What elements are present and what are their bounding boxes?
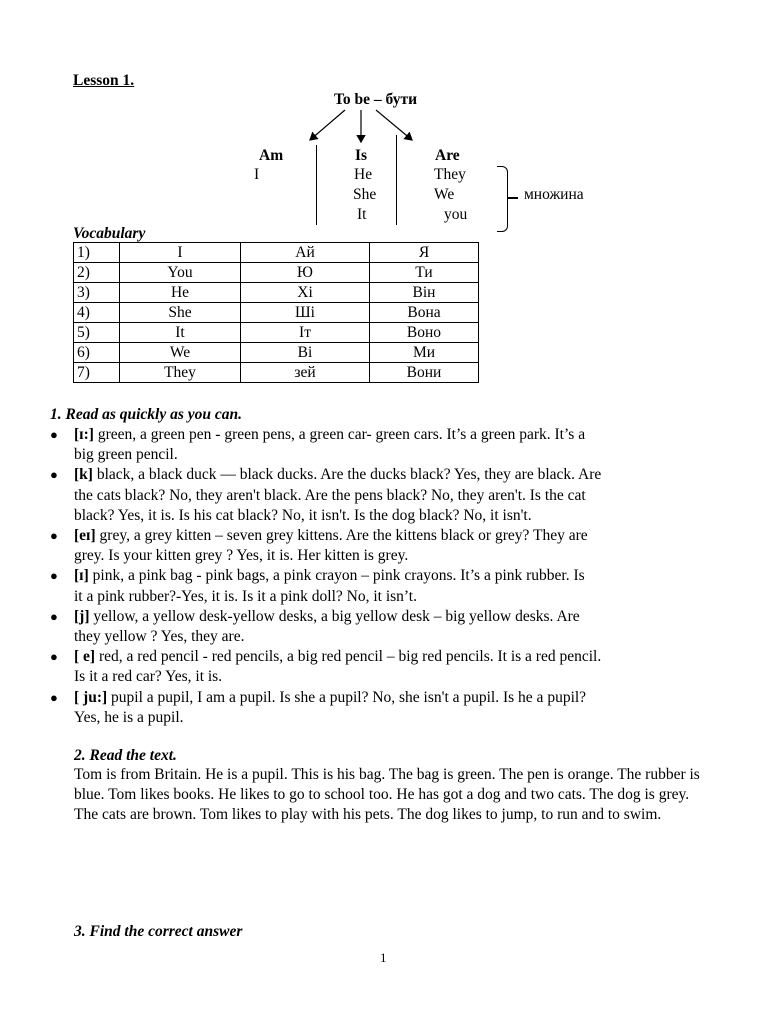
bullet-icon: ● <box>50 528 58 544</box>
ex1-sound: [ ju:] <box>74 688 108 706</box>
vocab-transcription: Іт <box>241 323 370 343</box>
vocab-row <box>74 323 479 343</box>
col-am-item: I <box>254 166 260 183</box>
vocab-number: 2) <box>74 263 120 283</box>
vocab-ukrainian: Вони <box>370 363 479 383</box>
vocab-ukrainian: Вона <box>370 303 479 323</box>
ex1-text: green, a green pen - green pens, a green car- green cars. It’s a green park. It’s a big green pencil. <box>74 426 586 464</box>
vocab-transcription: Ші <box>241 303 370 323</box>
vocab-row <box>74 263 479 283</box>
bullet-icon: ● <box>50 427 58 442</box>
vocab-transcription: Ві <box>241 343 370 363</box>
plural-brace <box>497 166 508 232</box>
ex3-title: 3. Find the correct answer <box>74 923 243 940</box>
vocab-row <box>74 343 479 363</box>
vocab-row <box>74 363 479 383</box>
col-are-head: Are <box>435 147 460 164</box>
col-is-item: She <box>353 186 377 203</box>
col-am-head: Am <box>259 147 284 164</box>
col-is-head: Is <box>355 147 368 164</box>
ex2-text: Tom is from Britain. He is a pupil. This is his bag. The bag is green. The pen is orange. The rubber is blue. Tom likes books. He likes to go to school too. He has got a dog and two cats. The dog is grey. The cats are brown. Tom likes to play with his pets. The dog likes to jump, to run and to swim. <box>74 766 700 823</box>
ex1-item <box>48 526 708 566</box>
ex1-sound: [ e] <box>74 648 96 666</box>
tobe-arrows <box>300 106 430 150</box>
ex1-text: grey, a grey kitten – seven grey kittens. Are the kittens black or grey? They are grey. Is your kitten grey ? Yes, it is. Her kitten is grey. <box>74 527 588 565</box>
bullet-icon: ● <box>50 608 58 624</box>
ex1-item <box>48 566 708 606</box>
vocab-number: 7) <box>74 363 120 383</box>
plural-label: множина <box>524 186 584 203</box>
ex1-item <box>48 425 708 465</box>
vocab-english: We <box>120 343 241 363</box>
ex2-title: 2. Read the text. <box>74 747 177 764</box>
vocab-transcription: Ю <box>241 263 370 283</box>
ex1-item <box>48 607 708 647</box>
vocab-ukrainian: Він <box>370 283 479 303</box>
vocab-number: 6) <box>74 343 120 363</box>
bullet-icon: ● <box>50 568 58 584</box>
arrow-am <box>310 110 345 140</box>
vocab-english: She <box>120 303 241 323</box>
ex1-text: black, a black duck — black ducks. Are the ducks black? Yes, they are black. Are the cats black? No, they aren't black. Are the pens black? No, they aren't. Is the cat black? Yes, it is. Is his cat black? No, it isn't. Is the dog black? No, it isn't. <box>74 466 602 524</box>
vocab-number: 5) <box>74 323 120 343</box>
vocab-row <box>74 243 479 263</box>
bullet-icon: ● <box>50 649 58 665</box>
ex1-sound: [eɪ] <box>74 527 96 545</box>
vocab-english: They <box>120 363 241 383</box>
tobe-title: To be – бути <box>334 91 417 108</box>
vocab-english: It <box>120 323 241 343</box>
ex1-text: red, a red pencil - red pencils, a big red pencil – big red pencils. It is a red pencil. Is it a red car? Yes, it is. <box>74 648 602 686</box>
divider-left <box>316 145 317 225</box>
ex1-list <box>48 425 708 728</box>
vocab-transcription: Ай <box>241 243 370 263</box>
vocab-row <box>74 283 479 303</box>
vocab-english: You <box>120 263 241 283</box>
vocab-ukrainian: Ти <box>370 263 479 283</box>
ex1-text: pupil a pupil, I am a pupil. Is she a pupil? No, she isn't a pupil. Is he a pupil? Yes, he is a pupil. <box>74 688 587 726</box>
vocab-ukrainian: Ми <box>370 343 479 363</box>
ex1-text: yellow, a yellow desk-yellow desks, a big yellow desk – big yellow desks. Are they yellow ? Yes, they are. <box>74 607 580 646</box>
bullet-icon: ● <box>50 467 58 483</box>
vocab-transcription: зей <box>241 363 370 383</box>
arrow-are <box>376 110 412 140</box>
ex1-sound: [j] <box>74 607 90 625</box>
ex1-text: pink, a pink bag - pink bags, a pink crayon – pink crayons. It’s a pink rubber. Is it a pink rubber?-Yes, it is. Is it a pink doll? No, it isn’t. <box>74 567 585 605</box>
vocab-english: He <box>120 283 241 303</box>
ex1-item <box>48 688 708 728</box>
ex1-item <box>48 647 708 687</box>
divider-right <box>396 135 397 225</box>
col-are-item: We <box>434 186 455 203</box>
col-is-item: He <box>354 166 373 183</box>
vocab-row <box>74 303 479 323</box>
vocab-transcription: Хі <box>241 283 370 303</box>
col-are-item: They <box>434 166 466 183</box>
ex1-sound: [k] <box>74 466 93 484</box>
vocab-ukrainian: Воно <box>370 323 479 343</box>
vocab-table <box>73 242 479 383</box>
plural-brace-tip <box>508 197 518 199</box>
ex1-sound: [ɪ] <box>74 567 89 585</box>
ex1-title: 1. Read as quickly as you can. <box>50 406 243 423</box>
vocab-english: I <box>120 243 241 263</box>
col-is-item: It <box>357 206 367 223</box>
vocab-number: 3) <box>74 283 120 303</box>
col-are-item: you <box>444 206 468 223</box>
vocab-ukrainian: Я <box>370 243 479 263</box>
bullet-icon: ● <box>50 689 58 705</box>
lesson-title: Lesson 1. <box>73 72 135 89</box>
vocab-number: 4) <box>74 303 120 323</box>
ex1-item <box>48 465 708 526</box>
page-number: 1 <box>380 950 387 965</box>
vocab-number: 1) <box>74 243 120 263</box>
ex1-sound: [ɪ:] <box>74 426 94 443</box>
vocab-title: Vocabulary <box>73 225 146 242</box>
